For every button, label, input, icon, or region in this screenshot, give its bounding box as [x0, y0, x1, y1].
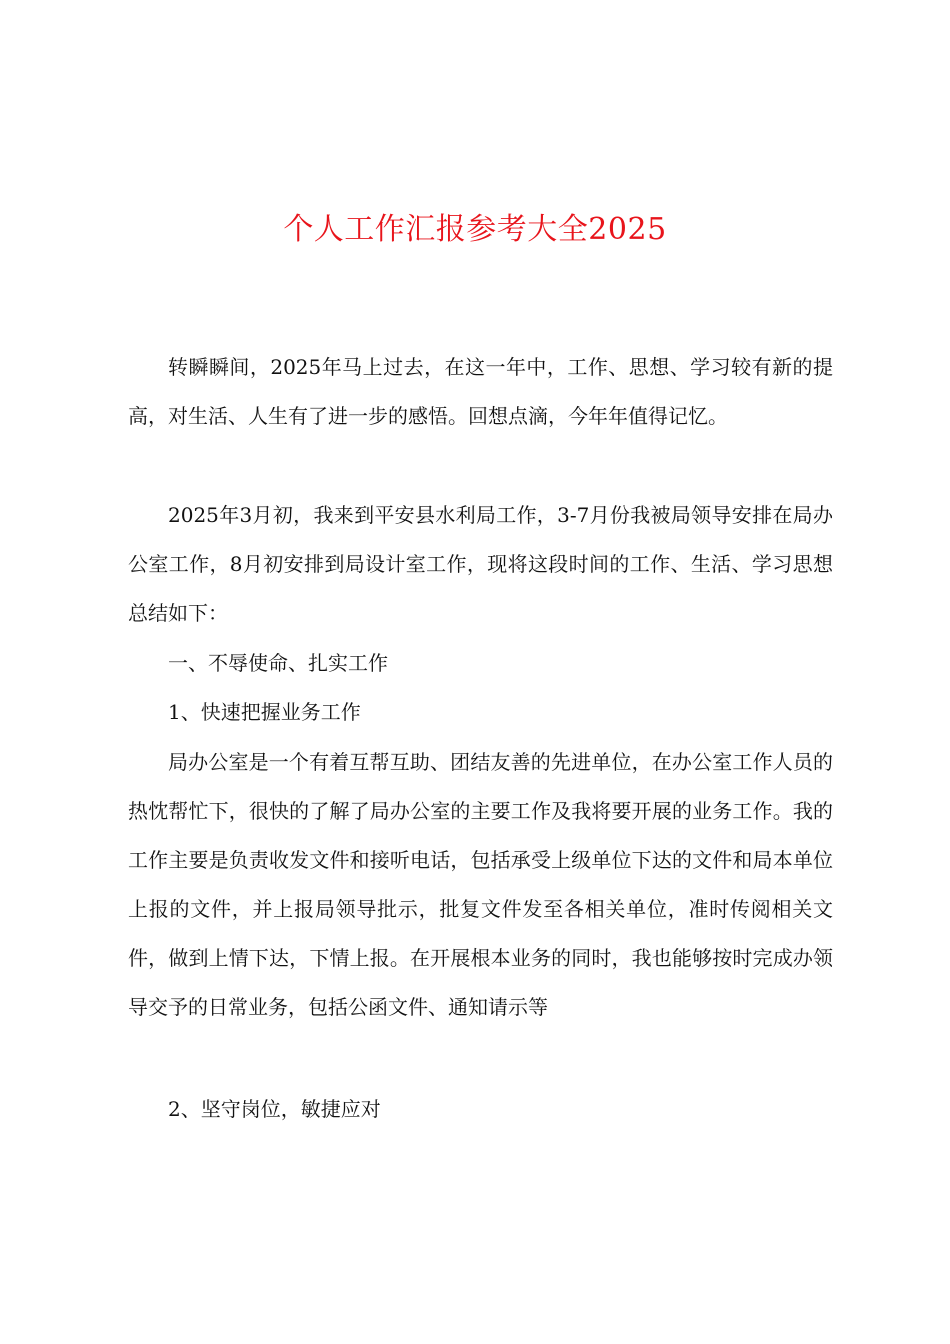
- subsection-heading-2: 2、坚守岗位，敏捷应对: [168, 1097, 381, 1121]
- document-title: 个人工作汇报参考大全2025: [283, 212, 667, 247]
- paragraph-background: 2025年3月初，我来到平安县水利局工作，3-7月份我被局领导安排在局办公室工作，8月初安排到局设计室工作，现将这段时间的工作、生活、学习思想总结如下：: [128, 503, 833, 625]
- paragraph-office-work: 局办公室是一个有着互帮互助、团结友善的先进单位，在办公室工作人员的热忱帮忙下，很快的了解了局办公室的主要工作及我将要开展的业务工作。我的工作主要是负责收发文件和接听电话，包括承受上级单位下达的文件和局本单位上报的文件，并上报局领导批示，批复文件发至各相关单位，准时传阅相关文件，做到上情下达，下情上报。在开展根本业务的同时，我也能够按时完成办领导交予的日常业务，包括公函文件、通知请示等: [128, 750, 833, 1019]
- subsection-heading-1: 1、快速把握业务工作: [168, 700, 361, 724]
- section-heading-1: 一、不辱使命、扎实工作: [168, 651, 388, 675]
- paragraph-intro: 转瞬瞬间，2025年马上过去，在这一年中，工作、思想、学习较有新的提高，对生活、人生有了进一步的感悟。回想点滴，今年年值得记忆。: [128, 355, 833, 428]
